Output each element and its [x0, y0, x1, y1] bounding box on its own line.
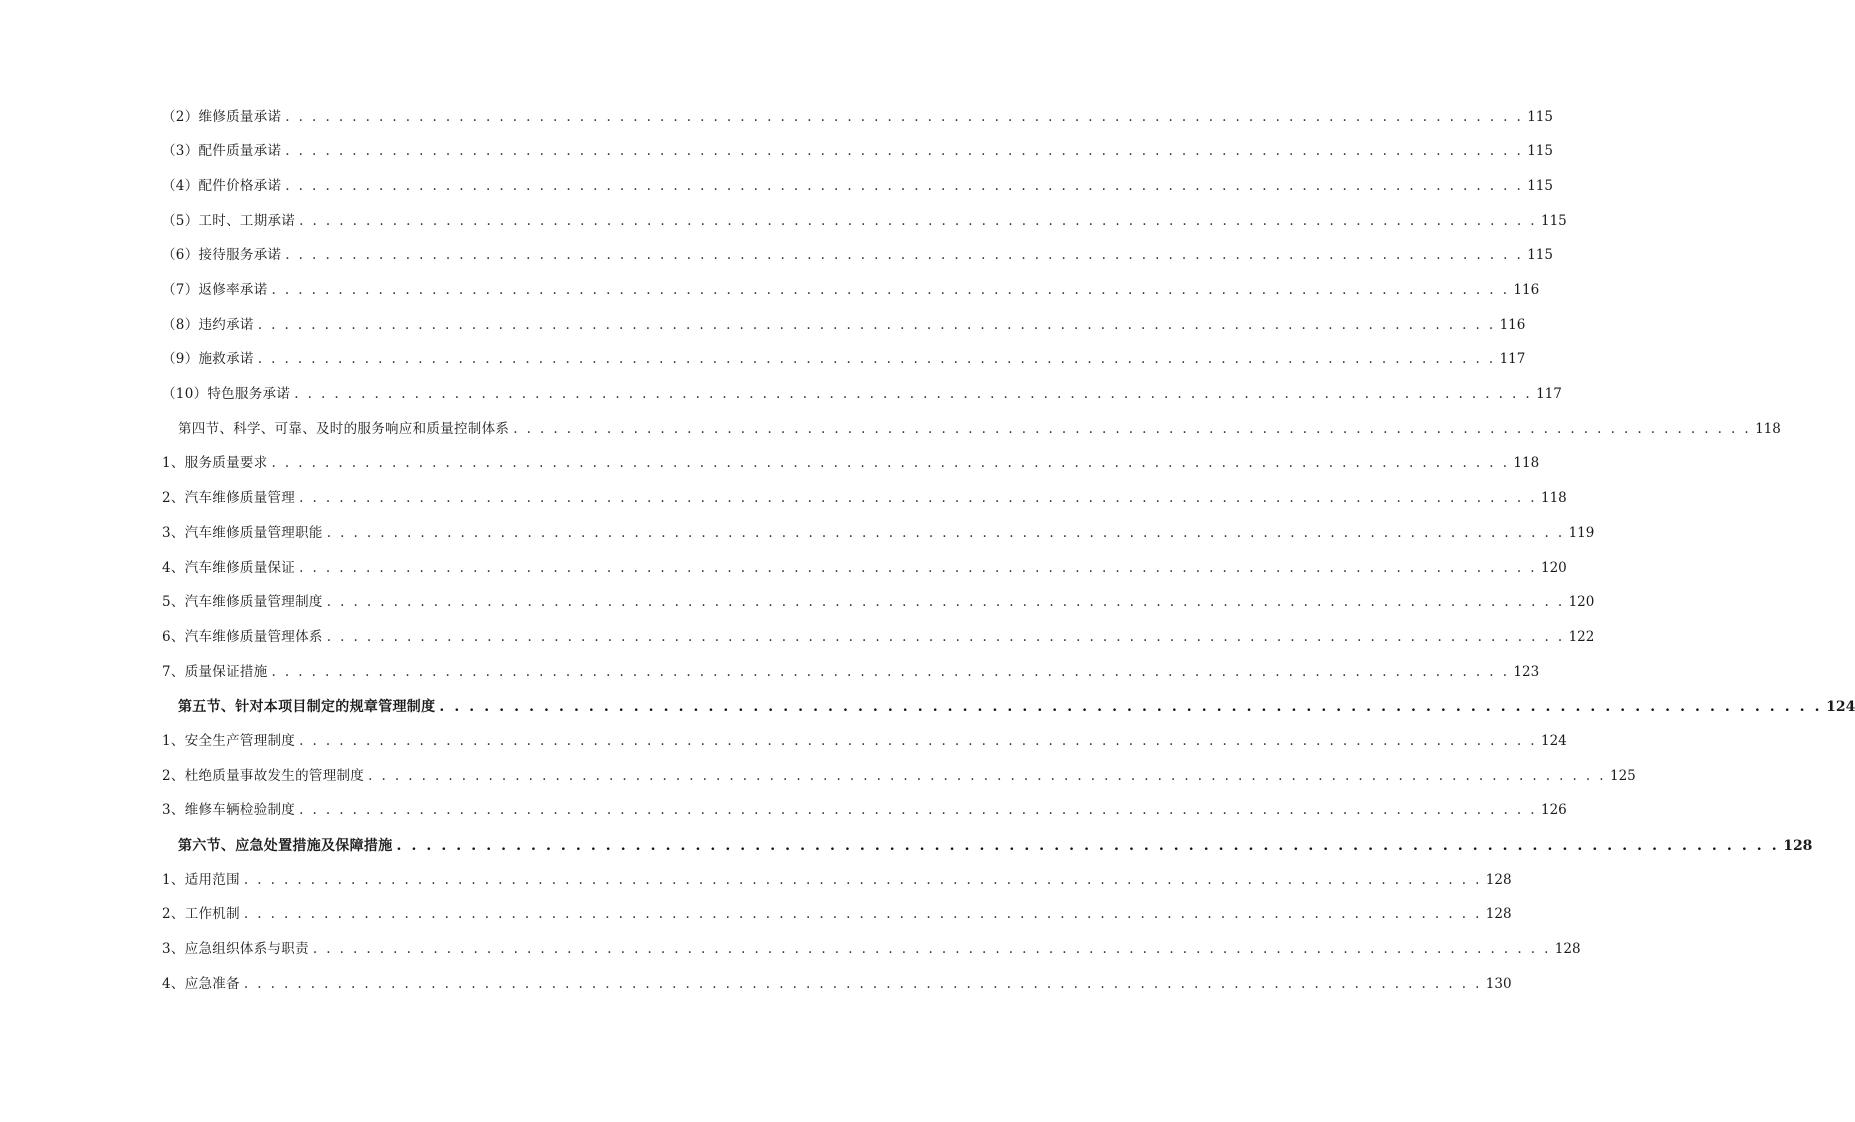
toc-dot-leader: . . . . . . . . . . . . . . . . . . . . . . . . . . . . . . . . . . . . . . . . . . . . . . . . . . . . . . . . . . . . . . . . . . . . . . . . . . . . . . . . . . . . . . . . . . . . .: [326, 524, 1565, 541]
toc-entry-page-number: 125: [1609, 767, 1636, 784]
toc-entry-page-number: 117: [1499, 351, 1526, 368]
toc-dot-leader: . . . . . . . . . . . . . . . . . . . . . . . . . . . . . . . . . . . . . . . . . . . . . . . . . . . . . . . . . . . . . . . . . . . . . . . . . . . . . . . . . . . . . . . . . . . . .: [285, 247, 1524, 264]
toc-entry-title: 2、工作机制: [162, 906, 240, 923]
toc-entry-title: （8）违约承诺: [162, 316, 254, 333]
toc-entry-page-number: 126: [1540, 802, 1567, 819]
toc-entry-title: 第四节、科学、可靠、及时的服务响应和质量控制体系: [178, 420, 510, 437]
toc-dot-leader: . . . . . . . . . . . . . . . . . . . . . . . . . . . . . . . . . . . . . . . . . . . . . . . . . . . . . . . . . . . . . . . . . . . . . . . . . . . . . . . . . . . . . . . . . . . . .: [299, 802, 1537, 819]
toc-entry[interactable]: [0, 135, 1553, 170]
toc-dot-leader: . . . . . . . . . . . . . . . . . . . . . . . . . . . . . . . . . . . . . . . . . . . . . . . . . . . . . . . . . . . . . . . . . . . . . . . . . . . . . . . . . . . . . . . . . . . . .: [299, 559, 1537, 576]
toc-entry-page-number: 118: [1755, 420, 1781, 437]
toc-dot-leader: . . . . . . . . . . . . . . . . . . . . . . . . . . . . . . . . . . . . . . . . . . . . . . . . . . . . . . . . . . . . . . . . . . . . . . . . . . . . . . . . . . . . . . . . . . . . .: [326, 628, 1565, 645]
toc-entry[interactable]: [0, 898, 1512, 933]
toc-entry[interactable]: [0, 724, 1567, 759]
toc-dot-leader: . . . . . . . . . . . . . . . . . . . . . . . . . . . . . . . . . . . . . . . . . . . . . . . . . . . . . . . . . . . . . . . . . . . . . . . . . . . . . . . . . . . . . . . . . . . . .: [243, 906, 1482, 923]
toc-entry[interactable]: [0, 169, 1553, 204]
toc-entry-page-number: 124: [1826, 699, 1855, 716]
toc-entry-page-number: 123: [1513, 663, 1540, 680]
table-of-contents: [0, 100, 1855, 1002]
toc-entry-title: （10）特色服务承诺: [162, 386, 291, 403]
toc-entry-page-number: 117: [1536, 386, 1562, 403]
toc-dot-leader: . . . . . . . . . . . . . . . . . . . . . . . . . . . . . . . . . . . . . . . . . . . . . . . . . . . . . . . . . . . . . . . . . . . . . . . . . . . . . . . . . . . . . . . . . . . . .: [285, 177, 1524, 194]
toc-entry-title: （9）施救承诺: [162, 351, 254, 368]
toc-dot-leader: . . . . . . . . . . . . . . . . . . . . . . . . . . . . . . . . . . . . . . . . . . . . . . . . . . . . . . . . . . . . . . . . . . . . . . . . . . . . . . . . . . . . . . . . . . . . .: [271, 663, 1510, 680]
toc-entry-page-number: 118: [1540, 490, 1567, 507]
toc-dot-leader: . . . . . . . . . . . . . . . . . . . . . . . . . . . . . . . . . . . . . . . . . . . . . . . . . . . . . . . . . . . . . . . . . . . . . . . . . . . . . . . . . . . . . . . . . . . . .: [513, 420, 1752, 437]
toc-entry[interactable]: [0, 828, 1813, 863]
toc-entry[interactable]: [0, 620, 1595, 655]
toc-entry-title: 第六节、应急处置措施及保障措施: [178, 837, 393, 854]
toc-dot-leader: . . . . . . . . . . . . . . . . . . . . . . . . . . . . . . . . . . . . . . . . . . . . . . . . . . . . . . . . . . . . . . . . . . . . . . . . . . . . . . . . . . . . . . . . . . . . .: [312, 941, 1551, 958]
toc-dot-leader: . . . . . . . . . . . . . . . . . . . . . . . . . . . . . . . . . . . . . . . . . . . . . . . . . . . . . . . . . . . . . . . . . . . . . . . . . . . . . . . . . . . . . . . . . . . . .: [299, 490, 1537, 507]
toc-entry-page-number: 128: [1554, 941, 1581, 958]
toc-dot-leader: . . . . . . . . . . . . . . . . . . . . . . . . . . . . . . . . . . . . . . . . . . . . . . . . . . . . . . . . . . . . . . . . . . . . . . . . . . . . . . . . . . . . . . . . . . . . .: [439, 699, 1823, 716]
toc-entry-page-number: 115: [1527, 177, 1553, 194]
toc-entry-page-number: 130: [1485, 975, 1512, 992]
toc-entry-title: （7）返修率承诺: [162, 282, 268, 299]
toc-dot-leader: . . . . . . . . . . . . . . . . . . . . . . . . . . . . . . . . . . . . . . . . . . . . . . . . . . . . . . . . . . . . . . . . . . . . . . . . . . . . . . . . . . . . . . . . . . . . .: [257, 351, 1496, 368]
toc-entry-page-number: 120: [1568, 594, 1595, 611]
toc-dot-leader: . . . . . . . . . . . . . . . . . . . . . . . . . . . . . . . . . . . . . . . . . . . . . . . . . . . . . . . . . . . . . . . . . . . . . . . . . . . . . . . . . . . . . . . . . . . . .: [294, 386, 1533, 403]
toc-dot-leader: . . . . . . . . . . . . . . . . . . . . . . . . . . . . . . . . . . . . . . . . . . . . . . . . . . . . . . . . . . . . . . . . . . . . . . . . . . . . . . . . . . . . . . . . . . . . .: [285, 143, 1524, 160]
toc-entry[interactable]: [0, 239, 1553, 274]
toc-dot-leader: . . . . . . . . . . . . . . . . . . . . . . . . . . . . . . . . . . . . . . . . . . . . . . . . . . . . . . . . . . . . . . . . . . . . . . . . . . . . . . . . . . . . . . . . . . . . .: [243, 871, 1482, 888]
toc-entry-title: 3、汽车维修质量管理职能: [162, 524, 323, 541]
toc-entry-page-number: 119: [1568, 524, 1595, 541]
toc-entry-title: 4、应急准备: [162, 975, 240, 992]
toc-entry-title: （5）工时、工期承诺: [162, 212, 296, 229]
toc-entry-title: 3、维修车辆检验制度: [162, 802, 296, 819]
toc-dot-leader: . . . . . . . . . . . . . . . . . . . . . . . . . . . . . . . . . . . . . . . . . . . . . . . . . . . . . . . . . . . . . . . . . . . . . . . . . . . . . . . . . . . . . . . . . . . . .: [257, 316, 1496, 333]
toc-entry-page-number: 116: [1499, 316, 1526, 333]
toc-entry-title: 2、杜绝质量事故发生的管理制度: [162, 767, 365, 784]
toc-entry-page-number: 120: [1540, 559, 1567, 576]
toc-entry-page-number: 128: [1485, 871, 1512, 888]
toc-entry[interactable]: [0, 690, 1855, 725]
toc-entry-title: （2）维修质量承诺: [162, 108, 282, 125]
toc-entry[interactable]: [0, 516, 1595, 551]
toc-entry[interactable]: [0, 308, 1526, 343]
toc-entry-title: 6、汽车维修质量管理体系: [162, 628, 323, 645]
toc-entry[interactable]: [0, 412, 1781, 447]
toc-dot-leader: . . . . . . . . . . . . . . . . . . . . . . . . . . . . . . . . . . . . . . . . . . . . . . . . . . . . . . . . . . . . . . . . . . . . . . . . . . . . . . . . . . . . . . . . . . . . .: [326, 594, 1565, 611]
toc-entry-title: 3、应急组织体系与职责: [162, 941, 309, 958]
toc-entry-title: 5、汽车维修质量管理制度: [162, 594, 323, 611]
toc-entry-page-number: 116: [1513, 282, 1540, 299]
toc-dot-leader: . . . . . . . . . . . . . . . . . . . . . . . . . . . . . . . . . . . . . . . . . . . . . . . . . . . . . . . . . . . . . . . . . . . . . . . . . . . . . . . . . . . . . . . . . . . . .: [285, 108, 1524, 125]
toc-entry-page-number: 122: [1568, 628, 1595, 645]
toc-entry-page-number: 115: [1527, 108, 1553, 125]
toc-entry-title: 1、适用范围: [162, 871, 240, 888]
toc-dot-leader: . . . . . . . . . . . . . . . . . . . . . . . . . . . . . . . . . . . . . . . . . . . . . . . . . . . . . . . . . . . . . . . . . . . . . . . . . . . . . . . . . . . . . . . . . . . . .: [396, 837, 1780, 854]
toc-entry[interactable]: [0, 551, 1567, 586]
toc-entry-page-number: 124: [1540, 732, 1567, 749]
toc-entry[interactable]: [0, 655, 1540, 690]
toc-entry[interactable]: [0, 378, 1562, 413]
toc-dot-leader: . . . . . . . . . . . . . . . . . . . . . . . . . . . . . . . . . . . . . . . . . . . . . . . . . . . . . . . . . . . . . . . . . . . . . . . . . . . . . . . . . . . . . . . . . . . . .: [299, 212, 1537, 229]
toc-entry-title: 1、安全生产管理制度: [162, 732, 296, 749]
toc-entry[interactable]: [0, 794, 1567, 829]
toc-dot-leader: . . . . . . . . . . . . . . . . . . . . . . . . . . . . . . . . . . . . . . . . . . . . . . . . . . . . . . . . . . . . . . . . . . . . . . . . . . . . . . . . . . . . . . . . . . . . .: [271, 455, 1510, 472]
toc-entry-title: （4）配件价格承诺: [162, 177, 282, 194]
toc-dot-leader: . . . . . . . . . . . . . . . . . . . . . . . . . . . . . . . . . . . . . . . . . . . . . . . . . . . . . . . . . . . . . . . . . . . . . . . . . . . . . . . . . . . . . . . . . . . . .: [368, 767, 1606, 784]
toc-entry-page-number: 115: [1527, 143, 1553, 160]
toc-entry[interactable]: [0, 586, 1595, 621]
toc-dot-leader: . . . . . . . . . . . . . . . . . . . . . . . . . . . . . . . . . . . . . . . . . . . . . . . . . . . . . . . . . . . . . . . . . . . . . . . . . . . . . . . . . . . . . . . . . . . . .: [299, 732, 1537, 749]
toc-entry[interactable]: [0, 759, 1636, 794]
toc-entry-page-number: 128: [1485, 906, 1512, 923]
toc-entry[interactable]: [0, 273, 1540, 308]
toc-entry[interactable]: [0, 933, 1581, 968]
toc-entry-title: 4、汽车维修质量保证: [162, 559, 296, 576]
toc-entry[interactable]: [0, 100, 1553, 135]
toc-entry[interactable]: [0, 967, 1512, 1002]
toc-entry-title: 第五节、针对本项目制定的规章管理制度: [178, 699, 436, 716]
toc-entry[interactable]: [0, 343, 1526, 378]
toc-entry-page-number: 115: [1540, 212, 1567, 229]
toc-entry[interactable]: [0, 447, 1540, 482]
toc-entry-title: 2、汽车维修质量管理: [162, 490, 296, 507]
toc-entry[interactable]: [0, 863, 1512, 898]
toc-dot-leader: . . . . . . . . . . . . . . . . . . . . . . . . . . . . . . . . . . . . . . . . . . . . . . . . . . . . . . . . . . . . . . . . . . . . . . . . . . . . . . . . . . . . . . . . . . . . .: [271, 282, 1510, 299]
toc-entry-title: （3）配件质量承诺: [162, 143, 282, 160]
toc-entry-page-number: 118: [1513, 455, 1540, 472]
toc-entry[interactable]: [0, 482, 1567, 517]
toc-entry-title: （6）接待服务承诺: [162, 247, 282, 264]
toc-dot-leader: . . . . . . . . . . . . . . . . . . . . . . . . . . . . . . . . . . . . . . . . . . . . . . . . . . . . . . . . . . . . . . . . . . . . . . . . . . . . . . . . . . . . . . . . . . . . .: [243, 975, 1482, 992]
toc-entry-page-number: 128: [1783, 837, 1813, 854]
toc-entry-title: 7、质量保证措施: [162, 663, 268, 680]
toc-entry-title: 1、服务质量要求: [162, 455, 268, 472]
toc-entry-page-number: 115: [1527, 247, 1553, 264]
toc-entry[interactable]: [0, 204, 1567, 239]
